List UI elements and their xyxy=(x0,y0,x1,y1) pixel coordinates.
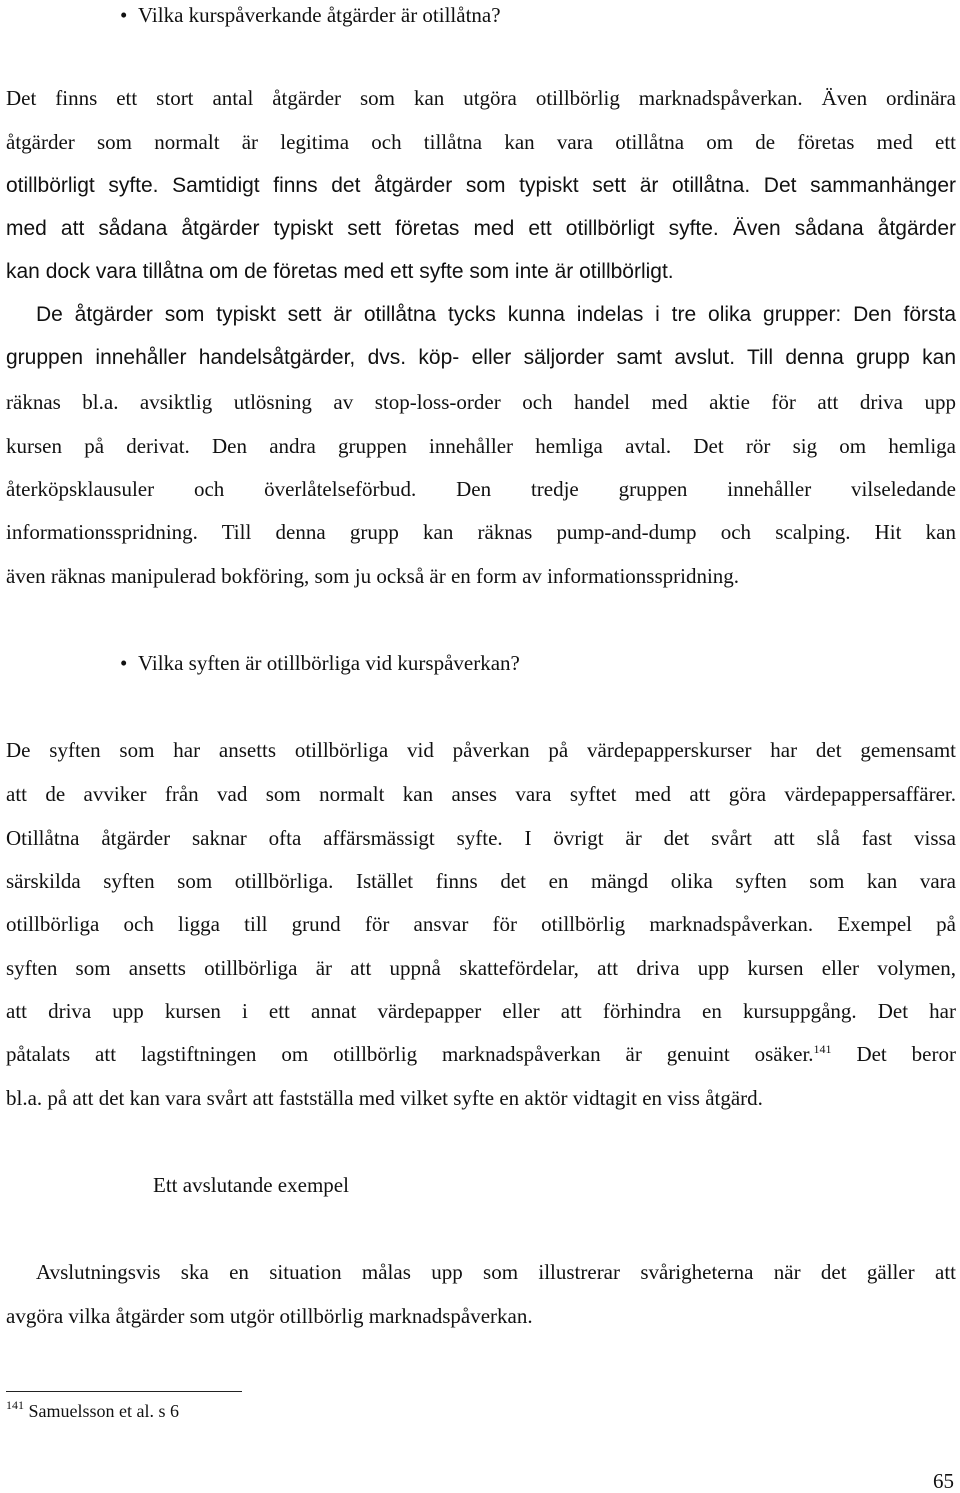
para-line: även räknas manipulerad bokföring, som ju också är en form av informationsspridning. xyxy=(6,564,740,588)
section-heading: Ett avslutande exempel xyxy=(153,1173,349,1197)
para-line: särskilda syften som otillbörliga. Istället finns det en mängd olika syften som kan vara xyxy=(6,869,956,893)
bullet-icon: • xyxy=(120,3,128,27)
bullet-icon: • xyxy=(120,651,128,675)
para-line: åtgärder som normalt är legitima och tillåtna kan vara otillåtna om de företas med ett xyxy=(6,130,956,154)
para-line: avgöra vilka åtgärder som utgör otillbörlig marknadspåverkan. xyxy=(6,1304,533,1328)
bullet-text: Vilka kurspåverkande åtgärder är otillåtna? xyxy=(138,3,501,27)
para-line: De syften som har ansetts otillbörliga vid påverkan på värdepapperskurser har det gemensamt xyxy=(6,738,956,762)
para-line: kursen på derivat. Den andra gruppen innehåller hemliga avtal. Det rör sig om hemliga xyxy=(6,434,956,458)
para-line: bl.a. på att det kan vara svårt att fastställa med vilket syfte en aktör vidtagit en viss åtgärd. xyxy=(6,1086,763,1110)
para-line: otillbörliga och ligga till grund för ansvar för otillbörlig marknadspåverkan. Exempel på xyxy=(6,912,956,936)
footnote-number: 141 xyxy=(6,1398,24,1412)
para-line: Det finns ett stort antal åtgärder som kan utgöra otillbörlig marknadspåverkan. Även ordinära xyxy=(6,86,956,110)
footnote-reference[interactable]: 141 xyxy=(813,1042,832,1056)
footnote-divider xyxy=(6,1391,242,1392)
para-line: otillbörligt syfte. Samtidigt finns det åtgärder som typiskt sett är otillåtna. Det sammanhänger xyxy=(6,174,956,197)
para-line: syften som ansetts otillbörliga är att uppnå skattefördelar, att driva upp kursen eller volymen, xyxy=(6,956,956,980)
para-line: De åtgärder som typiskt sett är otillåtna tycks kunna indelas i tre olika grupper: Den första xyxy=(36,303,956,326)
para-line: Otillåtna åtgärder saknar ofta affärsmässigt syfte. I övrigt är det svårt att slå fast vissa xyxy=(6,826,956,850)
para-line: med att sådana åtgärder typiskt sett företas med ett otillbörligt syfte. Även sådana åtgärder xyxy=(6,217,956,240)
bullet-text: Vilka syften är otillbörliga vid kurspåverkan? xyxy=(138,651,520,675)
para-line: Avslutningsvis ska en situation målas upp som illustrerar svårigheterna när det gäller att xyxy=(36,1260,956,1284)
footnote xyxy=(6,1400,179,1422)
para-line: kan dock vara tillåtna om de företas med ett syfte som inte är otillbörligt. xyxy=(6,260,674,283)
para-line-with-footnote-ref xyxy=(6,1041,956,1067)
page-number: 65 xyxy=(933,1469,954,1493)
footnote-text: Samuelsson et al. s 6 xyxy=(24,1401,179,1421)
para-line: gruppen innehåller handelsåtgärder, dvs. köp- eller säljorder samt avslut. Till denna grupp kan xyxy=(6,346,956,369)
bullet-question-1 xyxy=(120,2,501,28)
para-text: Det beror xyxy=(831,1042,956,1066)
para-line: informationsspridning. Till denna grupp kan räknas pump-and-dump och scalping. Hit kan xyxy=(6,520,956,544)
bullet-question-2 xyxy=(120,650,520,676)
para-text: påtalats att lagstiftningen om otillbörlig marknadspåverkan är genuint osäker. xyxy=(6,1042,814,1066)
para-line: att de avviker från vad som normalt kan anses vara syftet med att göra värdepappersaffärer. xyxy=(6,782,956,806)
para-line: att driva upp kursen i ett annat värdepapper eller att förhindra en kursuppgång. Det har xyxy=(6,999,956,1023)
para-line: återköpsklausuler och överlåtelseförbud. Den tredje gruppen innehåller vilseledande xyxy=(6,477,956,501)
para-line: räknas bl.a. avsiktlig utlösning av stop-loss-order och handel med aktie för att driva upp xyxy=(6,390,956,414)
